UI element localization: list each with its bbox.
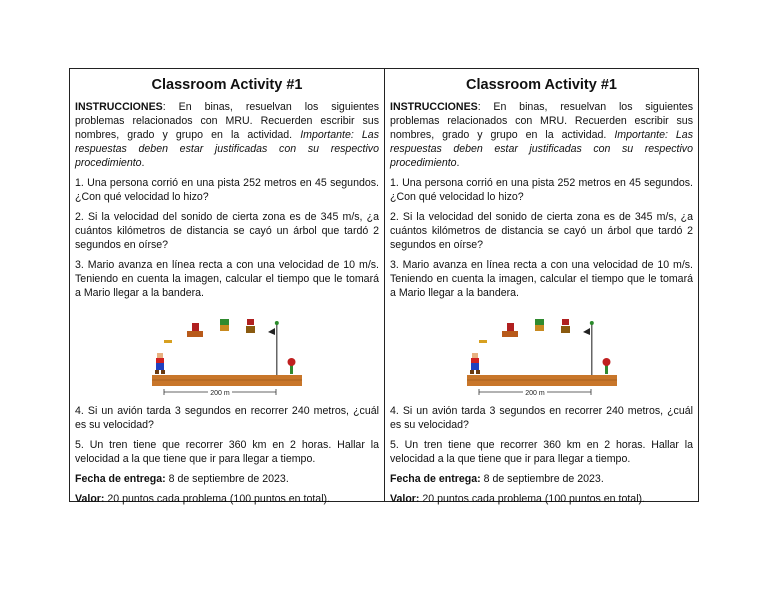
due-date-label: Fecha de entrega: [75, 473, 166, 485]
instructions-label: INSTRUCCIONES [75, 101, 163, 113]
activity-card-left [70, 69, 384, 505]
instructions-important: Importante: Las respuestas deben estar justificadas con su respectivo procedimiento [75, 129, 379, 169]
points-value [390, 492, 693, 506]
points-label: Valor: [75, 493, 105, 505]
card-title: Classroom Activity #1 [466, 77, 617, 93]
question-4: 4. Si un avión tarda 3 segundos en recorrer 240 metros, ¿cuál es su velocidad? [75, 405, 379, 431]
instructions-text: : En binas, resuelvan los siguientes problemas relacionados con MRU. Recuerden escribir sus nombres, grado y grupo en la actividad. [390, 101, 693, 141]
instructions-end: . [456, 157, 460, 169]
distance-label: 200 m [524, 390, 545, 397]
instructions-label: INSTRUCCIONES [390, 101, 478, 113]
instructions [75, 100, 379, 170]
points-text: 20 puntos cada problema (100 puntos en total). [104, 493, 331, 505]
instructions-text: : En binas, resuelvan los siguientes problemas relacionados con MRU. Recuerden escribir sus nombres, grado y grupo en la actividad. [75, 101, 379, 141]
question-5: 5. Un tren tiene que recorrer 360 km en 2 horas. Hallar la velocidad a la que tiene que ir para llegar a tiempo. [75, 439, 379, 465]
activity-card-right [384, 69, 698, 505]
question-5: 5. Un tren tiene que recorrer 360 km en 2 horas. Hallar la velocidad a la que tiene que ir para llegar a tiempo. [390, 439, 693, 465]
instructions-important: Importante: Las respuestas deben estar justificadas con su respectivo procedimiento [390, 129, 693, 169]
distance-label: 200 m [210, 390, 230, 397]
mario-scene-image [152, 306, 302, 398]
mario-scene-image [467, 306, 617, 398]
due-date [75, 472, 379, 486]
question-4: 4. Si un avión tarda 3 segundos en recorrer 240 metros, ¿cuál es su velocidad? [390, 405, 693, 431]
question-2: 2. Si la velocidad del sonido de cierta zona es de 345 m/s, ¿a cuántos kilómetros de distancia se cayó un árbol que tardó 2 segundos en oírse? [390, 211, 693, 251]
question-2: 2. Si la velocidad del sonido de cierta zona es de 345 m/s, ¿a cuántos kilómetros de distancia se cayó un árbol que tardó 2 segundos en oírse? [75, 211, 379, 251]
question-3: 3. Mario avanza en línea recta a con una velocidad de 10 m/s. Teniendo en cuenta la imagen, calcular el tiempo que le tomará a Mario llegar a la bandera. [390, 259, 693, 299]
card-title: Classroom Activity #1 [151, 77, 303, 93]
question-3: 3. Mario avanza en línea recta a con una velocidad de 10 m/s. Teniendo en cuenta la imagen, calcular el tiempo que le tomará a Mario llegar a la bandera. [75, 259, 379, 299]
due-date-label: Fecha de entrega: [390, 473, 481, 485]
activity-sheet [69, 68, 699, 505]
due-date [390, 472, 693, 486]
due-date-value: 8 de septiembre de 2023. [165, 473, 289, 485]
question-1: 1. Una persona corrió en una pista 252 metros en 45 segundos. ¿Con qué velocidad lo hizo? [390, 177, 693, 203]
instructions-end: . [141, 157, 145, 169]
question-1: 1. Una persona corrió en una pista 252 metros en 45 segundos. ¿Con qué velocidad lo hizo? [75, 177, 379, 203]
instructions [390, 100, 693, 170]
points-text: 20 puntos cada problema (100 puntos en total). [419, 493, 646, 505]
points-value [75, 492, 379, 506]
points-label: Valor: [390, 493, 420, 505]
due-date-value: 8 de septiembre de 2023. [480, 473, 604, 485]
